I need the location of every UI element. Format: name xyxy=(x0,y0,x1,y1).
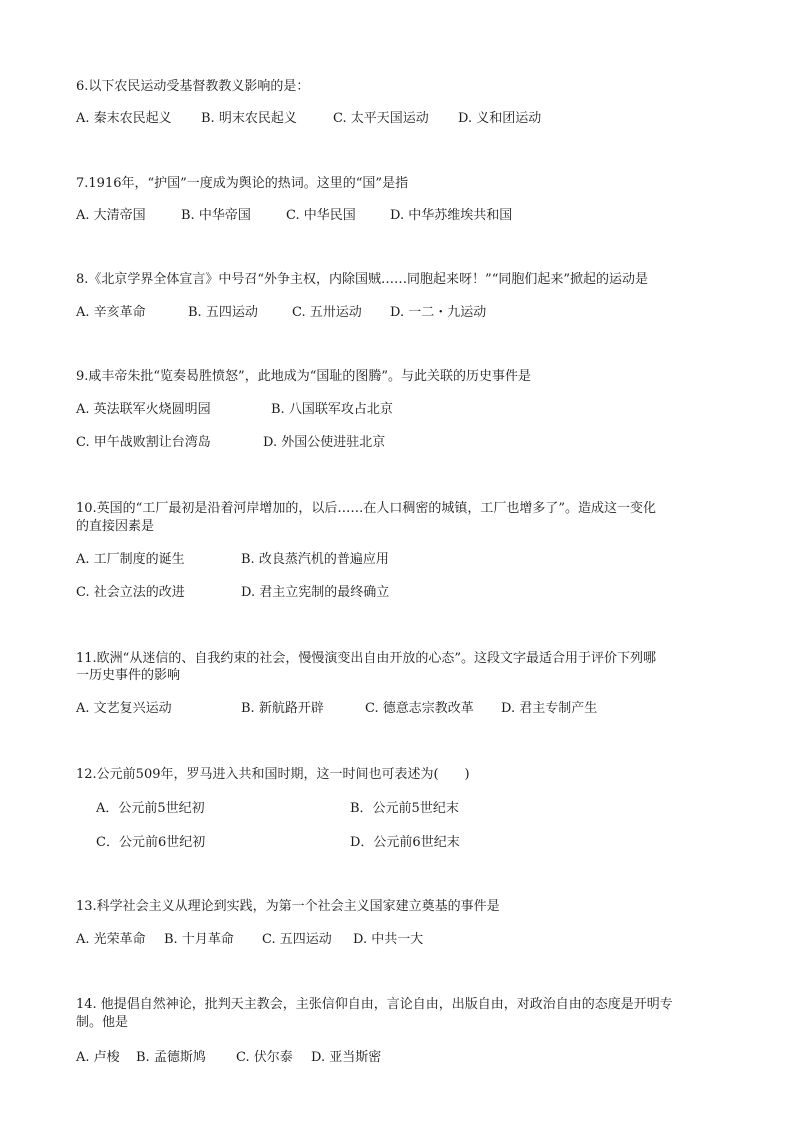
question-6-option-d: D. 义和团运动 xyxy=(458,111,542,126)
question-14-option-c: C. 伏尔泰 xyxy=(236,1050,293,1065)
question-10-stem-line-2: 的直接因素是 xyxy=(76,519,155,534)
question-9-option-c: C. 甲午战败割让台湾岛 xyxy=(76,435,211,450)
question-8-option-c: C. 五卅运动 xyxy=(292,305,362,320)
question-10-option-d: D. 君主立宪制的最终确立 xyxy=(241,585,390,600)
question-9-option-d: D. 外国公使进驻北京 xyxy=(263,435,386,450)
question-11-option-a: A. 文艺复兴运动 xyxy=(76,701,172,716)
question-14-option-a: A. 卢梭 xyxy=(76,1050,120,1065)
question-14-option-d: D. 亚当斯密 xyxy=(311,1050,382,1065)
question-13-option-b: B. 十月革命 xyxy=(164,932,234,947)
question-9-option-b: B. 八国联军攻占北京 xyxy=(271,402,393,417)
question-7-option-a: A. 大清帝国 xyxy=(76,208,146,223)
question-12-stem: 12.公元前509年，罗马进入共和国时期，这一时间也可表述为( ) xyxy=(76,767,470,782)
question-7-option-b: B. 中华帝国 xyxy=(181,208,251,223)
question-13-option-d: D. 中共一大 xyxy=(353,932,424,947)
question-6-stem: 6.以下农民运动受基督教教义影响的是： xyxy=(76,79,310,94)
question-9-stem: 9.咸丰帝朱批“览奏曷胜愤怒”，此地成为“国耻的图腾”。与此关联的历史事件是 xyxy=(76,369,531,384)
question-8-stem: 8.《北京学界全体宣言》中号召“外争主权，内除国贼……同胞起来呀！”“同胞们起来”掀起的运动是 xyxy=(76,272,648,287)
question-8-option-d: D. 一二・九运动 xyxy=(390,305,487,320)
question-6-option-c: C. 太平天国运动 xyxy=(333,111,429,126)
question-7-option-c: C. 中华民国 xyxy=(286,208,356,223)
question-7-option-d: D. 中华苏维埃共和国 xyxy=(390,208,513,223)
question-13-stem: 13.科学社会主义从理论到实践，为第一个社会主义国家建立奠基的事件是 xyxy=(76,899,500,914)
question-8-option-b: B. 五四运动 xyxy=(188,305,258,320)
question-10-option-c: C. 社会立法的改进 xyxy=(76,585,185,600)
question-12-option-d: D．公元前6世纪末 xyxy=(350,835,460,850)
question-11-stem-line-1: 11.欧洲“从迷信的、自我约束的社会，慢慢演变出自由开放的心态”。这段文字最适合用于评价下列哪 xyxy=(76,651,656,666)
question-8-option-a: A. 辛亥革命 xyxy=(76,305,146,320)
question-14-stem-line-1: 14. 他提倡自然神论，批判天主教会，主张信仰自由，言论自由，出版自由，对政治自由的态度是开明专 xyxy=(76,997,673,1012)
question-14-option-b: B. 孟德斯鸠 xyxy=(136,1050,206,1065)
question-10-stem-line-1: 10.英国的“工厂最初是沿着河岸增加的，以后……在人口稠密的城镇，工厂也增多了”。造成这一变化 xyxy=(76,501,656,516)
question-11-option-c: C. 德意志宗教改革 xyxy=(365,701,474,716)
question-10-option-a: A. 工厂制度的诞生 xyxy=(76,552,185,567)
question-11-option-b: B. 新航路开辟 xyxy=(241,701,324,716)
question-12-option-c: C．公元前6世纪初 xyxy=(96,835,206,850)
question-6-option-a: A. 秦末农民起义 xyxy=(76,111,172,126)
question-14-stem-line-2: 制。他是 xyxy=(76,1015,129,1030)
question-10-option-b: B. 改良蒸汽机的普遍应用 xyxy=(241,552,389,567)
question-12-option-b: B．公元前5世纪末 xyxy=(350,801,459,816)
question-7-stem: 7.1916年，“护国”一度成为舆论的热词。这里的“国”是指 xyxy=(76,176,409,191)
question-11-option-d: D. 君主专制产生 xyxy=(501,701,598,716)
question-13-option-a: A. 光荣革命 xyxy=(76,932,146,947)
question-13-option-c: C. 五四运动 xyxy=(262,932,332,947)
question-9-option-a: A. 英法联军火烧圆明园 xyxy=(76,402,211,417)
question-12-option-a: A．公元前5世纪初 xyxy=(96,801,205,816)
question-11-stem-line-2: 一历史事件的影响 xyxy=(76,668,181,683)
question-6-option-b: B. 明末农民起义 xyxy=(201,111,297,126)
